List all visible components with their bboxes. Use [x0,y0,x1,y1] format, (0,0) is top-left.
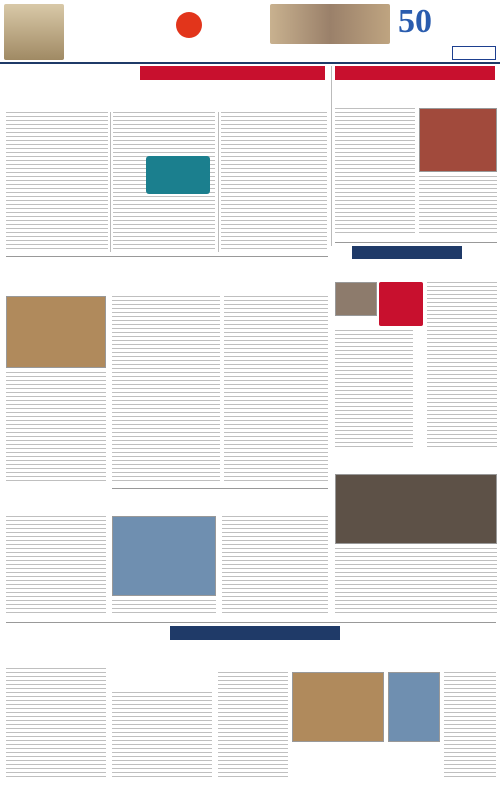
left-bottom2-col [112,692,212,780]
dateline [120,47,360,59]
center-small-headline [335,452,497,470]
crowd-photo [292,672,384,742]
lead-two-headline [6,272,328,292]
page-number-box [452,46,496,60]
left-bottom2-headline [112,672,212,688]
right-box [379,282,423,326]
row-divider [6,622,496,623]
mid-center-col-2 [112,600,216,616]
bottom-banner-headline [112,642,496,666]
masthead-skyline-image [4,4,64,60]
center-small-col [335,548,497,616]
right-mid-headline [335,260,497,278]
right-top-col-1 [335,108,415,236]
left-bottom-headline [6,648,106,664]
supplement-title [68,4,178,44]
center-bottom-list [292,746,440,782]
lead-two-col-2 [112,296,220,482]
bottom-banner-kicker [170,626,340,640]
right-mid-col-1 [335,330,413,448]
right-mid-col-2 [427,282,497,448]
list-item [292,760,440,774]
column-divider [110,112,111,252]
masthead-rule [0,62,500,64]
row-divider [335,242,497,243]
right-top-headline [335,82,495,104]
row-divider [6,256,328,257]
portrait-photo [335,282,377,316]
right-top-kicker [335,66,495,80]
brand-logo [436,10,498,28]
mid-center-headline [6,492,328,512]
group-photo [112,516,216,596]
left-bottom-col [6,668,106,780]
lead-two-col-3 [224,296,328,482]
mid-center-col-1 [6,516,106,616]
left-lead-kicker [18,259,158,271]
right-mid-kicker [352,246,462,259]
lead-two-col-1 [6,372,106,482]
mid-center-col-3 [222,516,328,616]
mera-badge [176,12,202,38]
section-divider [331,66,332,246]
top-banner-kicker [140,66,325,80]
supplement-subtitle [206,4,266,44]
right-top-col-2 [419,176,497,236]
bottom-right-col [444,672,496,780]
building-photo [419,108,497,172]
bottom-center-col-1 [218,672,288,780]
ceremony-photo [335,474,497,544]
event-photo [6,296,106,368]
anniversary-logo: 50 [398,3,432,40]
top-banner-headline [6,82,328,108]
temple-illustration [270,4,390,44]
top-article-col-1 [6,112,108,252]
top-article-col-3 [221,112,327,252]
masthead [0,0,500,62]
column-divider [218,112,219,252]
row-divider [112,488,328,489]
list-item [292,746,440,760]
stage-photo [388,672,440,742]
blurb-box [146,156,210,194]
